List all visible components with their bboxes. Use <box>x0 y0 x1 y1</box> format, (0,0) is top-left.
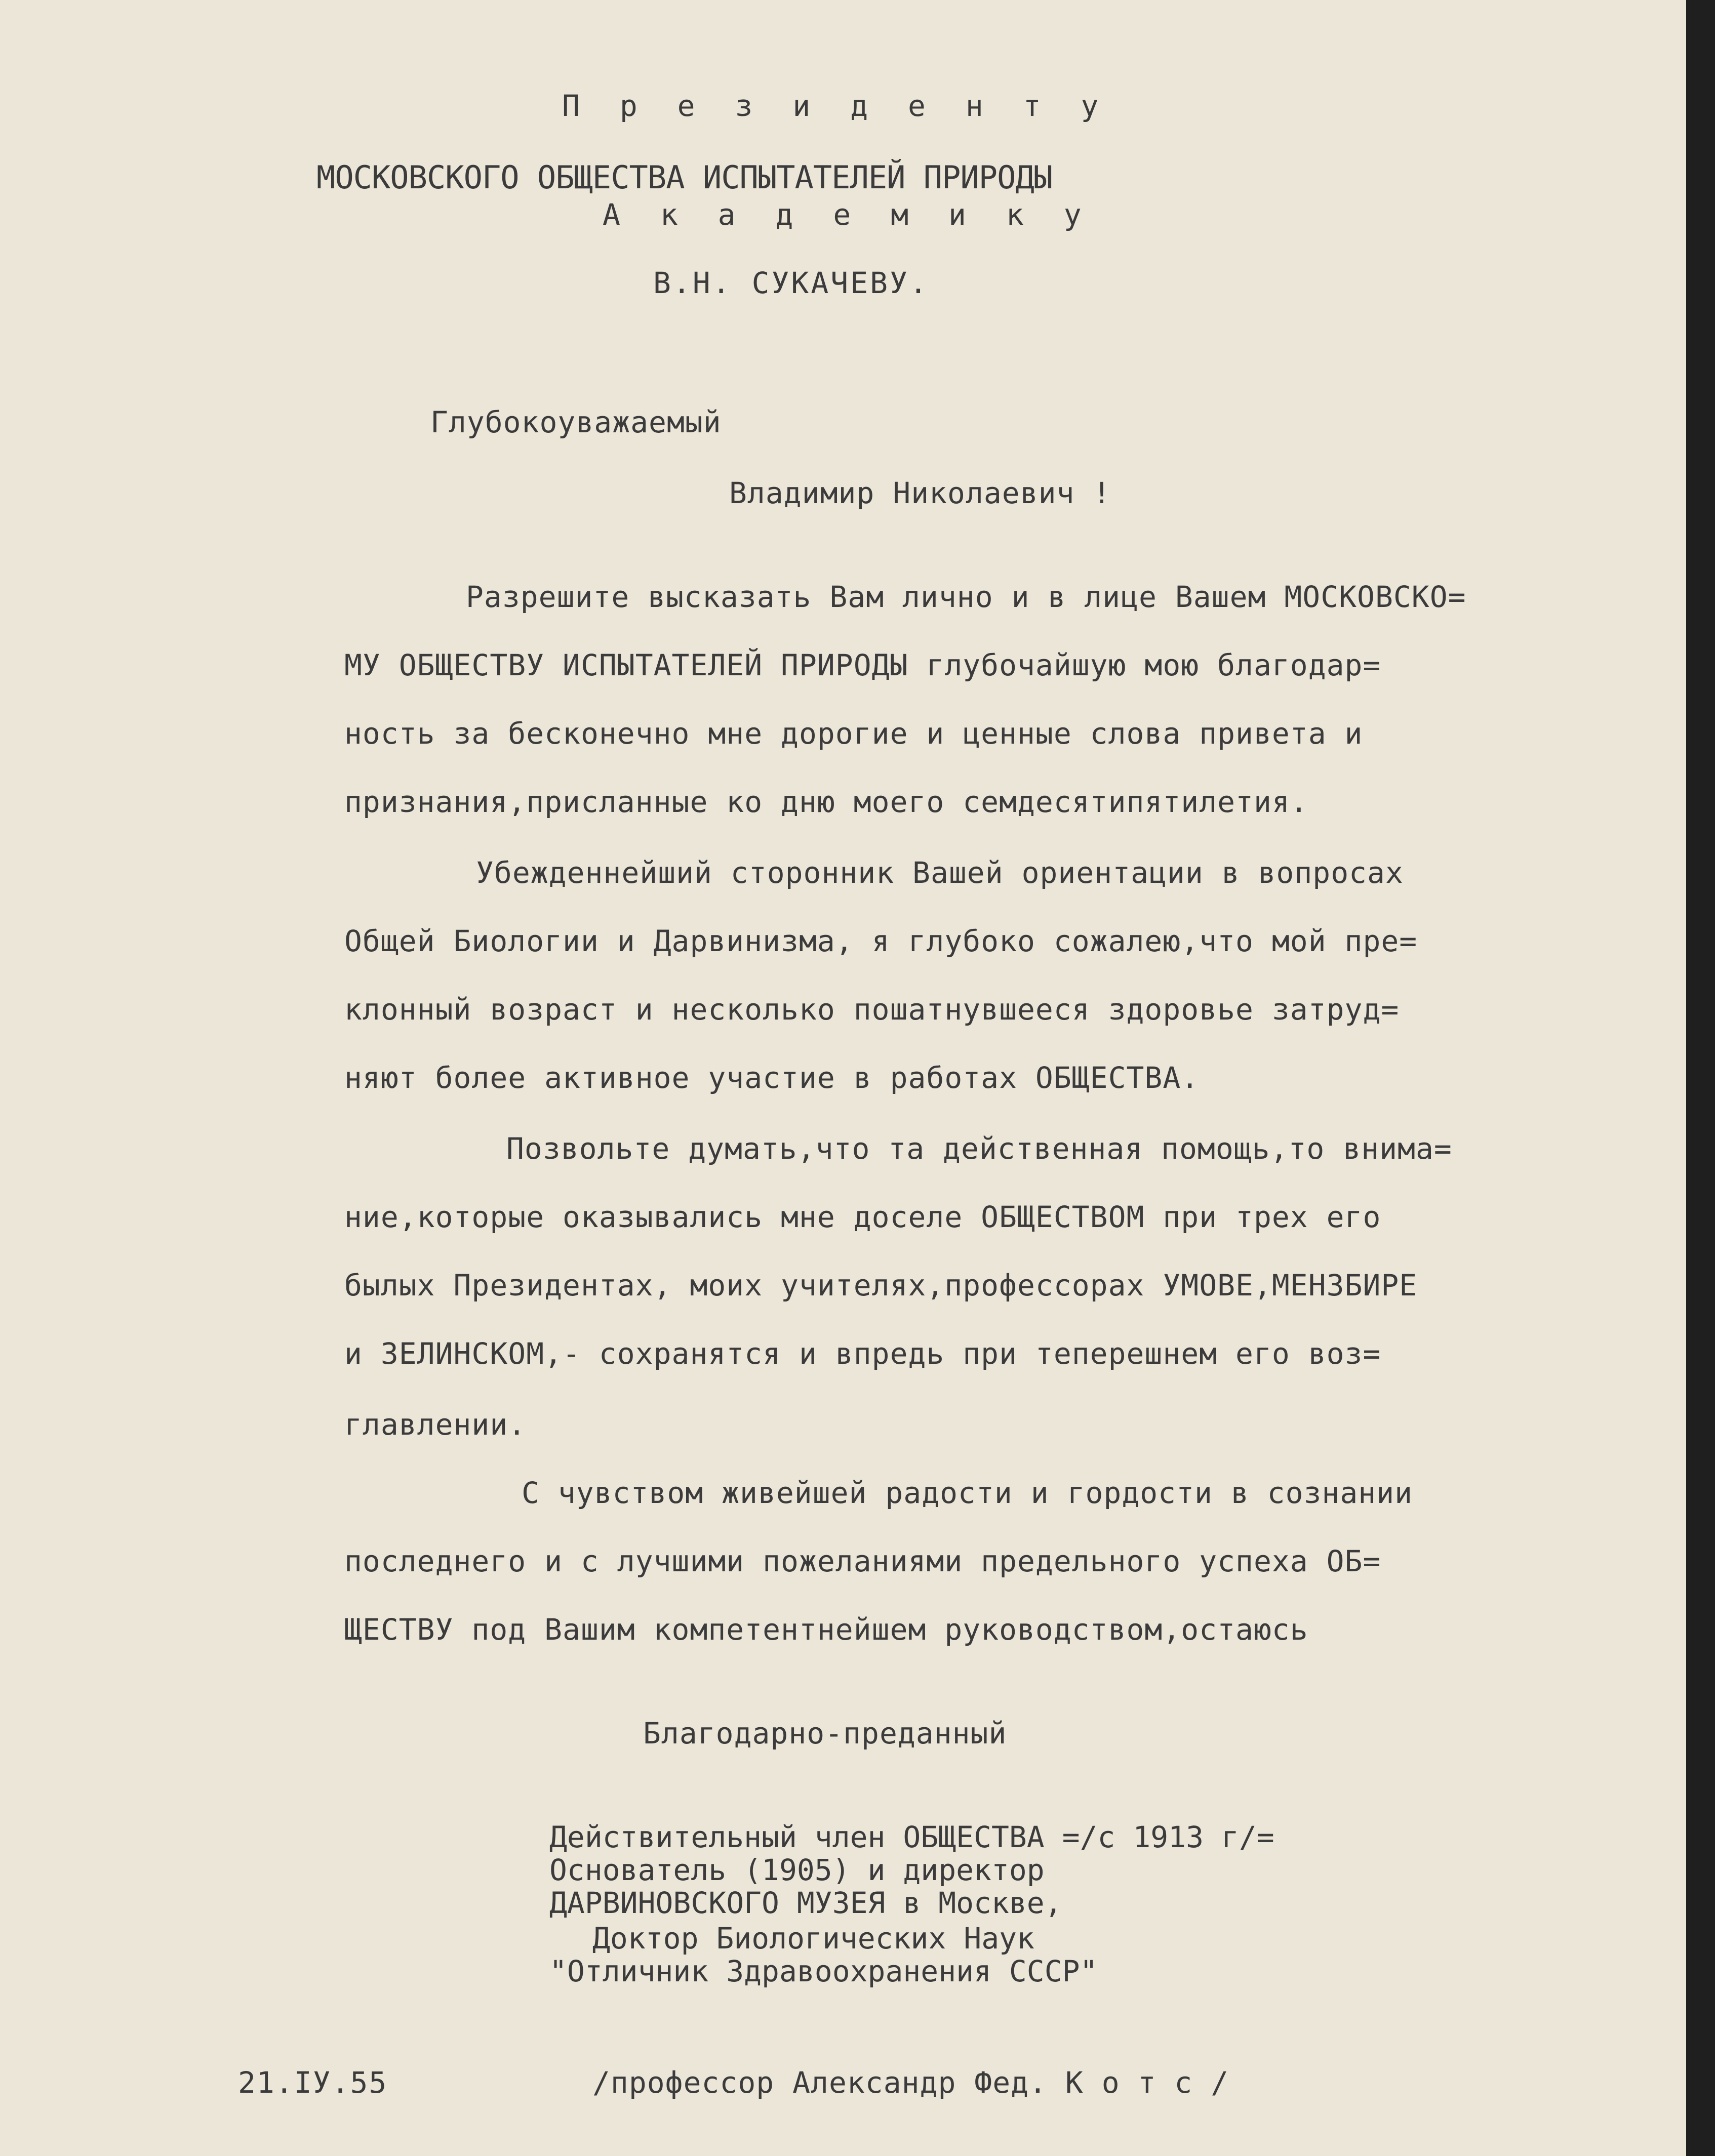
body-line: ЩЕСТВУ под Вашим компетентнейшем руководством,остаюсь <box>344 1612 1308 1647</box>
scan-border <box>1686 0 1715 2156</box>
addressee-line-3: А к а д е м и к у <box>603 197 1093 232</box>
body-line: С чувством живейшей радости и гордости в сознании <box>522 1476 1413 1510</box>
body-line: няют более активное участие в работах ОБЩЕСТВА. <box>344 1061 1200 1095</box>
body-line: главлении. <box>344 1407 527 1442</box>
salutation-line-2: Владимир Николаевич ! <box>729 476 1111 510</box>
closing-line: Благодарно-преданный <box>643 1716 1007 1751</box>
body-line: Позвольте думать,что та действенная помощь,то внима= <box>506 1131 1452 1166</box>
body-line: и ЗЕЛИНСКОМ,- сохранятся и впредь при теперешнем его воз= <box>344 1336 1381 1371</box>
signer-title-line: Основатель (1905) и директор <box>549 1853 1045 1887</box>
signature-line: /профессор Александр Фед. К о т с / <box>592 2065 1229 2100</box>
body-line: Общей Биологии и Дарвинизма, я глубоко сожалею,что мой пре= <box>344 924 1418 958</box>
addressee-line-2: МОСКОВСКОГО ОБЩЕСТВА ИСПЫТАТЕЛЕЙ ПРИРОДЫ <box>316 159 1053 196</box>
body-line: признания,присланные ко дню моего семдесятипятилетия. <box>344 785 1308 819</box>
body-line: клонный возраст и несколько пошатнувшееся здоровье затруд= <box>344 992 1400 1027</box>
body-line: Убежденнейший сторонник Вашей ориентации в вопросах <box>476 856 1404 890</box>
signer-title-line: ДАРВИНОВСКОГО МУЗЕЯ в Москве, <box>549 1886 1062 1920</box>
body-line: последнего и с лучшими пожеланиями предельного успеха ОБ= <box>344 1544 1381 1578</box>
salutation-line-1: Глубокоуважаемый <box>430 405 722 439</box>
body-line: Разрешите высказать Вам лично и в лице Вашем МОСКОВСКО= <box>466 580 1466 614</box>
addressee-line-4: В.Н. СУКАЧЕВУ. <box>653 266 929 300</box>
body-line: МУ ОБЩЕСТВУ ИСПЫТАТЕЛЕЙ ПРИРОДЫ глубочайшую мою благодар= <box>344 648 1381 682</box>
body-line: былых Президентах, моих учителях,профессорах УМОВЕ,МЕНЗБИРЕ <box>344 1268 1418 1303</box>
signer-title-line: "Отличник Здравоохранения СССР" <box>549 1954 1098 1988</box>
addressee-line-1: П р е з и д е н т у <box>562 89 1110 123</box>
signer-title-line: Действительный член ОБЩЕСТВА =/с 1913 г/= <box>549 1820 1274 1854</box>
signer-title-line: Доктор Биологических Наук <box>592 1921 1034 1956</box>
letter-date: 21.IУ.55 <box>238 2065 388 2100</box>
body-line: ность за бесконечно мне дорогие и ценные слова привета и <box>344 716 1363 751</box>
body-line: ние,которые оказывались мне доселе ОБЩЕСТВОМ при трех его <box>344 1200 1381 1234</box>
